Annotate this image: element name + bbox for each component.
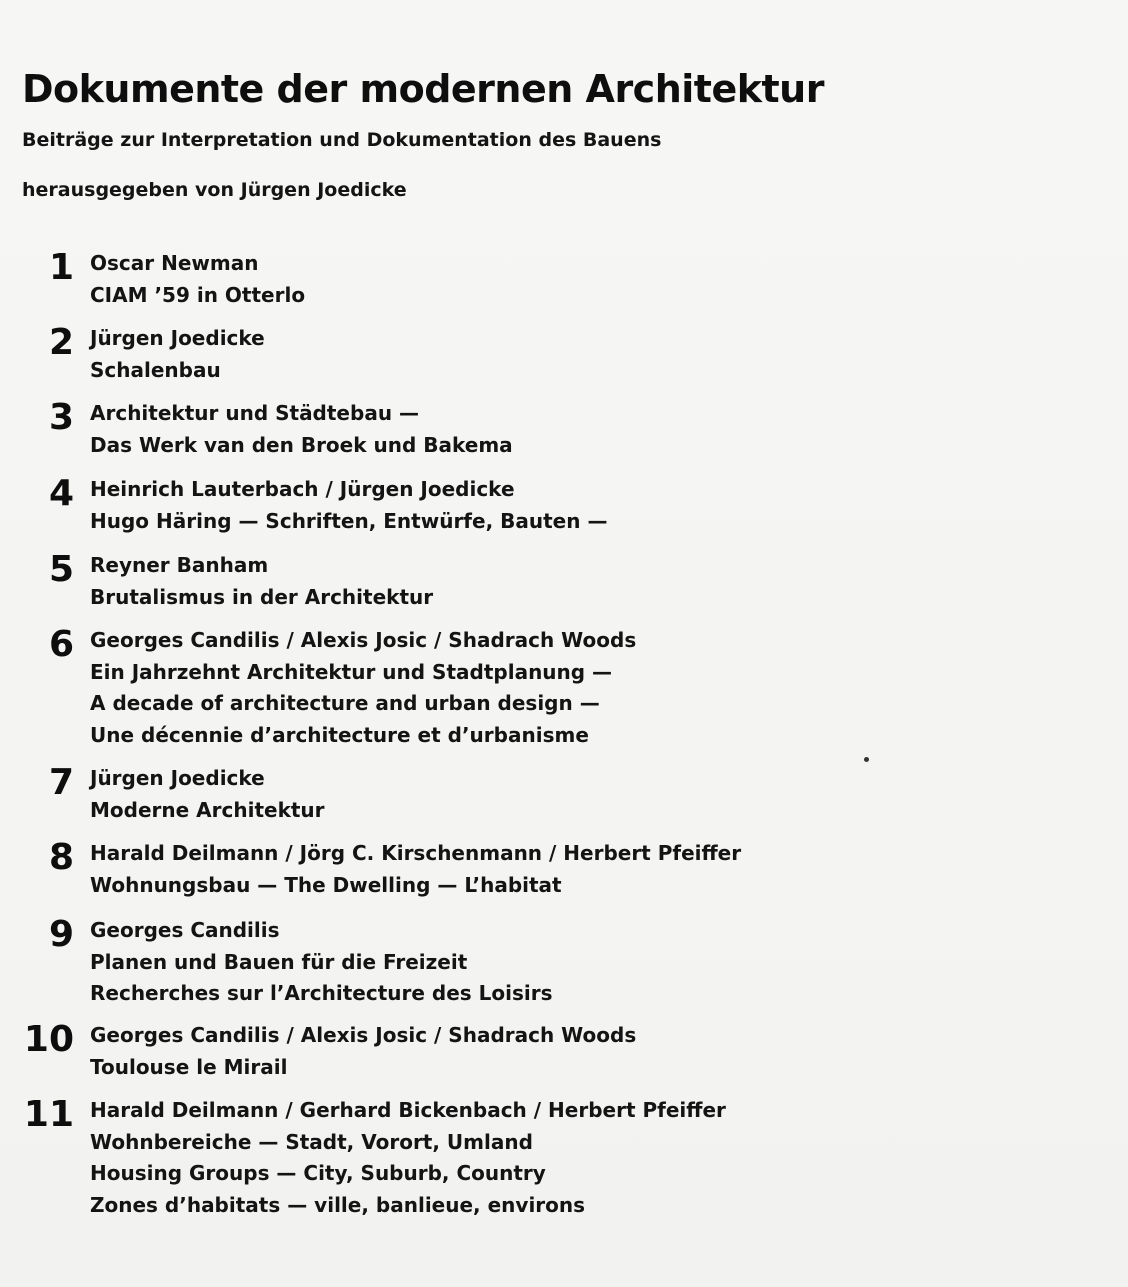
volume-title-line: Hugo Häring — Schriften, Entwürfe, Bauten — — [90, 508, 608, 533]
volume-number: 4 — [48, 473, 74, 514]
volume-author-line: Reyner Banham — [90, 553, 269, 577]
volume-author-line: Harald Deilmann / Gerhard Bickenbach / Herbert Pfeiffer — [90, 1098, 726, 1122]
volume-text — [90, 248, 305, 311]
volume-title-line: Das Werk van den Broek und Bakema — [90, 432, 513, 457]
editor-line: herausgegeben von Jürgen Joedicke — [22, 179, 407, 201]
volume-author-line: Georges Candilis / Alexis Josic / Shadrach Woods — [90, 1023, 637, 1047]
volume-title-line: Brutalismus in der Architektur — [90, 584, 434, 609]
volume-number: 7 — [48, 762, 74, 803]
volume-number: 5 — [48, 549, 74, 590]
volume-text — [90, 1095, 726, 1221]
page-subtitle: Beiträge zur Interpretation und Dokumentation des Bauens — [22, 129, 662, 151]
volume-author-line: Georges Candilis — [90, 918, 280, 942]
volume-title-line: CIAM ’59 in Otterlo — [90, 282, 306, 307]
volume-text — [90, 323, 265, 386]
volume-author-line: Jürgen Joedicke — [90, 766, 265, 790]
volume-number: 1 — [48, 247, 74, 288]
volume-author-line: Harald Deilmann / Jörg C. Kirschenmann / Herbert Pfeiffer — [90, 841, 742, 865]
volume-author-line: Oscar Newman — [90, 251, 259, 275]
volume-text — [90, 915, 553, 1010]
volume-text — [90, 398, 513, 461]
volume-number: 6 — [48, 624, 74, 665]
volume-title-line: Wohnungsbau — The Dwelling — L’habitat — [90, 872, 562, 897]
volume-title-line: Toulouse le Mirail — [90, 1054, 288, 1079]
volume-title-line: Une décennie d’architecture et d’urbanisme — [90, 722, 589, 747]
volume-title-line: Moderne Architektur — [90, 797, 325, 822]
volume-text — [90, 1020, 636, 1083]
volume-number: 8 — [48, 837, 74, 878]
page-title: Dokumente der modernen Architektur — [22, 67, 824, 111]
volume-number: 9 — [48, 914, 74, 955]
volume-number: 2 — [48, 322, 74, 363]
volume-text — [90, 550, 433, 613]
volume-text — [90, 625, 636, 751]
volume-text — [90, 474, 607, 537]
volume-number: 11 — [23, 1094, 74, 1135]
volume-author-line: Architektur und Städtebau — — [90, 401, 420, 425]
show-through-text — [560, 190, 572, 225]
volume-title-line: Schalenbau — [90, 357, 221, 382]
volume-text — [90, 838, 741, 901]
volume-text — [90, 763, 325, 826]
volume-title-line: Zones d’habitats — ville, banlieue, environs — [90, 1192, 586, 1217]
volume-number: 10 — [23, 1019, 74, 1060]
volume-title-line: Planen und Bauen für die Freizeit — [90, 949, 468, 974]
volume-author-line: Georges Candilis / Alexis Josic / Shadrach Woods — [90, 628, 637, 652]
volume-title-line: A decade of architecture and urban design — — [90, 691, 600, 715]
volume-title-line: Recherches sur l’Architecture des Loisirs — [90, 981, 553, 1005]
volume-author-line: Jürgen Joedicke — [90, 326, 265, 350]
volume-title-line: Wohnbereiche — Stadt, Vorort, Umland — [90, 1129, 533, 1154]
volume-title-line: Ein Jahrzehnt Architektur und Stadtplanung — — [90, 659, 613, 684]
volume-author-line: Heinrich Lauterbach / Jürgen Joedicke — [90, 477, 515, 501]
volume-number: 3 — [48, 397, 74, 438]
volume-title-line: Housing Groups — City, Suburb, Country — [90, 1161, 546, 1185]
paper-speck — [864, 757, 869, 762]
